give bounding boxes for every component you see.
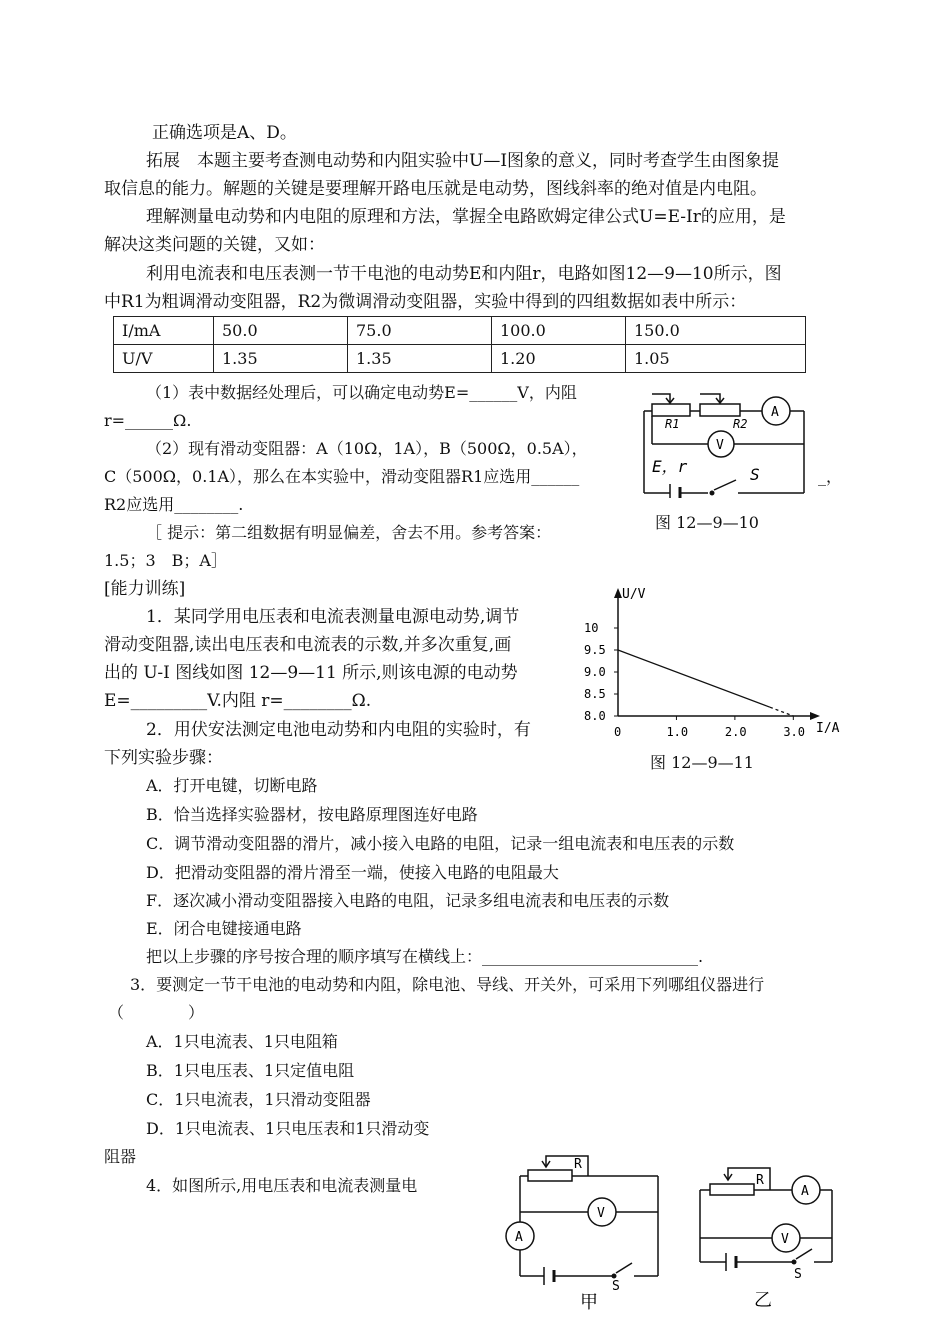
circuit-figure-10 — [630, 386, 820, 498]
r2-label: R2 — [733, 417, 748, 431]
switch-contact — [710, 491, 715, 496]
question-2-line-1: （2）现有滑动变阻器：A（10Ω，1A），B（500Ω，0.5A）， — [146, 439, 588, 458]
emf-label: E，r — [652, 457, 688, 476]
circuit-yi — [690, 1160, 850, 1325]
problem-line-2: 中R1为粗调滑动变阻器，R2为微调滑动变阻器，实验中得到的四组数据如表中所示： — [104, 292, 747, 312]
y-tick-label: 8.5 — [584, 687, 606, 701]
choice-c: C．1只电流表，1只滑动变阻器 — [146, 1090, 371, 1109]
y-axis-label: U/V — [622, 587, 646, 602]
table-cell: 150.0 — [626, 317, 806, 345]
x-tick-label: 1.0 — [666, 725, 689, 739]
figure-jia-label: 甲 — [580, 1292, 598, 1313]
switch-contact — [612, 1274, 617, 1279]
extension-line-2: 取信息的能力。解题的关键是要理解开路电压就是电动势，图线斜率的绝对值是内电阻。 — [104, 179, 767, 199]
table-cell: 75.0 — [348, 317, 492, 345]
step-d: D．把滑动变阻器的滑片滑至一端，使接入电路的电阻最大 — [146, 863, 559, 882]
voltmeter-label: V — [716, 438, 724, 453]
exercise-3-line-2: （ ） — [108, 1003, 205, 1022]
figure-10-caption: 图 12—9—10 — [655, 513, 759, 532]
x-tick-label: 3.0 — [783, 725, 805, 739]
step-c: C．调节滑动变阻器的滑片，减小接入电路的电阻，记录一组电流表和电压表的示数 — [146, 834, 735, 853]
voltmeter-label: V — [781, 1232, 789, 1247]
series-line-solid — [618, 650, 770, 707]
table-cell: I/mA — [114, 317, 214, 345]
choice-a: A．1只电流表、1只电阻箱 — [146, 1032, 338, 1051]
step-order-fill: 把以上步骤的序号按合理的顺序填写在横线上：___________________________. — [146, 947, 704, 966]
figure-yi-label: 乙 — [754, 1290, 772, 1311]
switch-label: S — [612, 1279, 620, 1294]
table-cell: 1.20 — [492, 345, 626, 373]
exercise-1-line-1: 1．某同学用电压表和电流表测量电源电动势,调节 — [146, 607, 520, 627]
hint-line-2: 1.5；3 B；A］ — [104, 551, 227, 570]
series-line-dashed — [770, 707, 793, 716]
exercise-3-line-1: 3．要测定一节干电池的电动势和内阻，除电池、导线、开关外，可采用下列哪组仪器进行 — [130, 975, 765, 994]
question-1-line-1: （1）表中数据经处理后，可以确定电动势E=______V，内阻 — [146, 383, 577, 402]
table-row — [114, 345, 806, 373]
x-axis-arrow — [810, 712, 820, 720]
step-e: E．闭合电键接通电路 — [146, 919, 302, 938]
table-cell: 1.05 — [626, 345, 806, 373]
step-a: A．打开电键，切断电路 — [146, 776, 318, 795]
choice-d-continued: 阻器 — [104, 1147, 137, 1166]
switch-label: S — [794, 1267, 802, 1282]
r1-label: R1 — [665, 417, 680, 431]
y-tick-label: 10 — [584, 621, 599, 635]
hint-line-1: ［ 提示：第二组数据有明显偏差，舍去不用。参考答案： — [146, 523, 552, 542]
table-row — [114, 317, 806, 345]
question-2-line-2-tail: _， — [818, 467, 843, 486]
answer-line: 正确选项是A、D。 — [152, 123, 297, 143]
y-tick-label: 9.5 — [584, 643, 606, 657]
x-tick-label: 2.0 — [724, 725, 747, 739]
question-2-line-3: R2应选用________. — [104, 495, 244, 514]
voltmeter-label: V — [597, 1206, 605, 1221]
ui-chart — [580, 582, 850, 742]
exercise-1-line-2: 滑动变阻器,读出电压表和电流表的示数,并多次重复,画 — [104, 635, 512, 655]
exercise-1-line-3: 出的 U-I 图线如图 12—9—11 所示,则该电源的电动势 — [104, 663, 518, 683]
ammeter-label: A — [515, 1230, 523, 1245]
step-b: B．恰当选择实验器材，按电路原理图连好电路 — [146, 805, 478, 824]
question-1-line-2: r=______Ω. — [104, 411, 192, 430]
table-cell: 50.0 — [214, 317, 348, 345]
circuit-jia — [500, 1148, 670, 1313]
x-axis-label: I/A — [816, 721, 840, 736]
data-table — [113, 316, 806, 373]
rheostat-label: R — [574, 1157, 582, 1172]
principle-line-1: 理解测量电动势和内电阻的原理和方法，掌握全电路欧姆定律公式U=E-Ir的应用，是 — [146, 207, 786, 227]
table-cell: U/V — [114, 345, 214, 373]
exercise-2-line-1: 2．用伏安法测定电池电动势和内电阻的实验时，有 — [146, 720, 531, 740]
extension-line-1: 拓展 本题主要考查测电动势和内阻实验中U—I图象的意义，同时考查学生由图象提 — [146, 151, 780, 171]
table-cell: 1.35 — [214, 345, 348, 373]
y-tick-label: 8.0 — [584, 709, 606, 723]
switch-label: S — [750, 465, 760, 484]
ammeter-label: A — [771, 405, 779, 420]
figure-11-caption: 图 12—9—11 — [650, 753, 754, 772]
choice-d: D．1只电流表、1只电压表和1只滑动变 — [146, 1119, 430, 1138]
y-tick-label: 9.0 — [584, 665, 606, 679]
exercise-4-line-1: 4．如图所示,用电压表和电流表测量电 — [146, 1176, 418, 1195]
question-2-line-2: C（500Ω，0.1A），那么在本实验中，滑动变阻器R1应选用______ — [104, 467, 580, 486]
choice-b: B．1只电压表、1只定值电阻 — [146, 1061, 355, 1080]
problem-line-1: 利用电流表和电压表测一节干电池的电动势E和内阻r，电路如图12—9—10所示，图 — [146, 264, 782, 284]
principle-line-2: 解决这类问题的关键，又如： — [104, 235, 325, 255]
section-heading: [能力训练] — [104, 579, 186, 599]
table-cell: 100.0 — [492, 317, 626, 345]
ammeter-label: A — [801, 1184, 809, 1199]
rheostat-label: R — [756, 1173, 764, 1188]
exercise-2-line-2: 下列实验步骤： — [104, 748, 223, 768]
x-tick-label: 0 — [614, 725, 622, 739]
exercise-1-line-4: E=_________V.内阻 r=________Ω. — [104, 691, 372, 711]
switch-contact — [792, 1260, 797, 1265]
table-cell: 1.35 — [348, 345, 492, 373]
y-axis-arrow — [614, 588, 622, 598]
step-f: F．逐次减小滑动变阻器接入电路的电阻，记录多组电流表和电压表的示数 — [146, 891, 670, 910]
